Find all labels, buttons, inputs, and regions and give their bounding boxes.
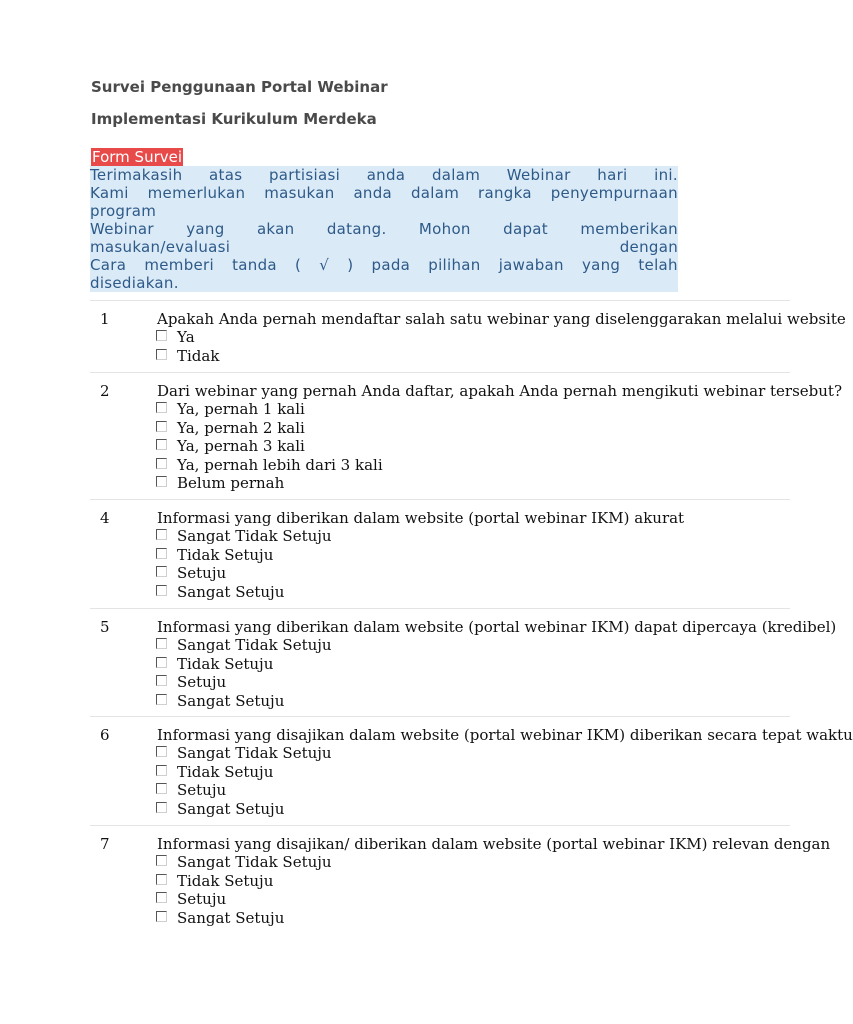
checkbox-icon[interactable] (156, 402, 167, 413)
option-list (156, 636, 332, 710)
option[interactable] (156, 853, 332, 872)
option[interactable] (156, 909, 332, 928)
checkbox-icon[interactable] (156, 911, 167, 922)
option-list (156, 527, 332, 601)
intro-word: rangka (478, 184, 532, 202)
intro-word: pada (371, 256, 411, 274)
question-number: 1 (100, 310, 110, 328)
option-list (156, 400, 383, 493)
intro-word: masukan (264, 184, 335, 202)
intro-word: penyempurnaan (550, 184, 678, 202)
intro-word: masukan/evaluasi (90, 238, 231, 256)
question-text: Apakah Anda pernah mendaftar salah satu webinar yang diselenggarakan melalui website (157, 310, 846, 328)
intro-word: Terimakasih (90, 166, 183, 184)
question-number: 4 (100, 509, 110, 527)
form-label: Form Survei (92, 148, 183, 166)
checkbox-icon[interactable] (156, 746, 167, 757)
intro-word: dapat (503, 220, 548, 238)
option[interactable] (156, 800, 332, 819)
intro-word: yang (186, 220, 225, 238)
question-item (90, 716, 853, 826)
option-label: Ya, pernah 1 kali (177, 400, 305, 418)
checkbox-icon[interactable] (156, 657, 167, 668)
intro-word: Webinar (506, 166, 571, 184)
checkbox-icon[interactable] (156, 548, 167, 559)
option-label: Setuju (177, 564, 227, 582)
checkbox-icon[interactable] (156, 783, 167, 794)
question-text: Informasi yang disajikan dalam website (portal webinar IKM) diberikan secara tepat waktu (157, 726, 853, 744)
checkbox-icon[interactable] (156, 675, 167, 686)
intro-word: hari (597, 166, 628, 184)
option-label: Setuju (177, 890, 227, 908)
intro-word: Mohon (418, 220, 471, 238)
option-label: Tidak Setuju (177, 654, 274, 673)
checkbox-icon[interactable] (156, 529, 167, 540)
checkbox-icon[interactable] (156, 476, 167, 487)
option-label: Ya, pernah lebih dari 3 kali (177, 455, 383, 474)
intro-line (90, 184, 678, 202)
option[interactable] (156, 872, 332, 891)
checkbox-icon[interactable] (156, 765, 167, 776)
question-number: 6 (100, 726, 110, 744)
option[interactable] (156, 474, 383, 493)
intro-line (90, 256, 678, 274)
option-label: Tidak Setuju (177, 762, 274, 781)
question-text: Informasi yang diberikan dalam website (portal webinar IKM) akurat (157, 509, 685, 527)
option[interactable] (156, 655, 332, 674)
intro-line (90, 238, 678, 256)
question-number: 5 (100, 618, 110, 636)
intro-text (90, 166, 678, 292)
question-number: 7 (100, 835, 110, 853)
question-item (90, 300, 846, 373)
checkbox-icon[interactable] (156, 874, 167, 885)
option-list (156, 744, 332, 818)
intro-word: yang (581, 256, 621, 274)
option-label: Tidak (177, 346, 220, 365)
option-list (156, 853, 332, 927)
question-item (90, 608, 837, 717)
checkbox-icon[interactable] (156, 330, 167, 341)
intro-word: ( (295, 256, 302, 274)
option-label: Sangat Setuju (177, 908, 285, 927)
option-label: Setuju (177, 673, 227, 691)
option-label: Sangat Tidak Setuju (177, 744, 332, 762)
intro-word: memberi (144, 256, 214, 274)
intro-word: memberikan (580, 220, 678, 238)
question-item (90, 825, 831, 936)
option-list (156, 328, 219, 365)
checkbox-icon[interactable] (156, 892, 167, 903)
page-title: Survei Penggunaan Portal Webinar (91, 78, 388, 96)
intro-word: datang. (326, 220, 387, 238)
option[interactable] (156, 781, 332, 800)
option[interactable] (156, 583, 332, 602)
option-label: Tidak Setuju (177, 545, 274, 564)
option-label: Belum pernah (177, 474, 285, 492)
checkbox-icon[interactable] (156, 694, 167, 705)
intro-line (90, 220, 678, 238)
intro-line: program (90, 202, 157, 220)
intro-word: Webinar (90, 220, 154, 238)
checkbox-icon[interactable] (156, 802, 167, 813)
checkbox-icon[interactable] (156, 566, 167, 577)
checkbox-icon[interactable] (156, 421, 167, 432)
option-label: Ya, pernah 2 kali (177, 418, 305, 437)
intro-word: anda (366, 166, 406, 184)
option-label: Ya, pernah 3 kali (177, 437, 305, 455)
option[interactable] (156, 564, 332, 583)
option[interactable] (156, 456, 383, 475)
intro-word: pilihan (428, 256, 481, 274)
option-label: Tidak Setuju (177, 871, 274, 890)
checkbox-icon[interactable] (156, 638, 167, 649)
question-text: Dari webinar yang pernah Anda daftar, apakah Anda pernah mengikuti webinar tersebut? (157, 382, 843, 400)
question-item (90, 372, 843, 500)
intro-line (90, 166, 678, 184)
question-number: 2 (100, 382, 110, 400)
option-label: Setuju (177, 781, 227, 799)
option[interactable] (156, 636, 332, 655)
option[interactable] (156, 546, 332, 565)
option[interactable] (156, 673, 332, 692)
option[interactable] (156, 890, 332, 909)
option-label: Sangat Tidak Setuju (177, 636, 332, 654)
question-text: Informasi yang disajikan/ diberikan dalam website (portal webinar IKM) relevan dengan (157, 835, 831, 853)
intro-word: anda (353, 184, 393, 202)
option[interactable] (156, 419, 383, 438)
intro-word: atas (209, 166, 243, 184)
intro-word: dengan (619, 238, 678, 256)
checkbox-icon[interactable] (156, 458, 167, 469)
intro-word: ) (347, 256, 354, 274)
option[interactable] (156, 400, 383, 419)
intro-word: memerlukan (147, 184, 246, 202)
option[interactable] (156, 437, 383, 456)
question-text: Informasi yang diberikan dalam website (portal webinar IKM) dapat dipercaya (kredibel) (157, 618, 837, 636)
option-label: Sangat Setuju (177, 799, 285, 818)
intro-word: Kami (90, 184, 129, 202)
checkbox-icon[interactable] (156, 439, 167, 450)
option-label: Sangat Setuju (177, 691, 285, 710)
option[interactable] (156, 347, 219, 366)
question-item (90, 499, 790, 609)
intro-word: dalam (431, 166, 481, 184)
option[interactable] (156, 763, 332, 782)
intro-word: ini. (654, 166, 678, 184)
intro-line: disediakan. (90, 274, 179, 292)
intro-word: √ (319, 256, 330, 274)
option-label: Sangat Tidak Setuju (177, 527, 332, 545)
option-label: Sangat Setuju (177, 582, 285, 601)
option[interactable] (156, 527, 332, 546)
intro-word: Cara (90, 256, 127, 274)
intro-word: akan (256, 220, 295, 238)
checkbox-icon[interactable] (156, 855, 167, 866)
intro-word: partisiasi (268, 166, 341, 184)
intro-word: dalam (410, 184, 460, 202)
intro-word: telah (638, 256, 678, 274)
option[interactable] (156, 744, 332, 763)
option-label: Ya (177, 328, 195, 346)
option[interactable] (156, 328, 219, 347)
checkbox-icon[interactable] (156, 585, 167, 596)
intro-word: tanda (232, 256, 277, 274)
intro-word: jawaban (498, 256, 564, 274)
checkbox-icon[interactable] (156, 349, 167, 360)
page-subtitle: Implementasi Kurikulum Merdeka (91, 110, 377, 128)
option-label: Sangat Tidak Setuju (177, 853, 332, 871)
option[interactable] (156, 692, 332, 711)
